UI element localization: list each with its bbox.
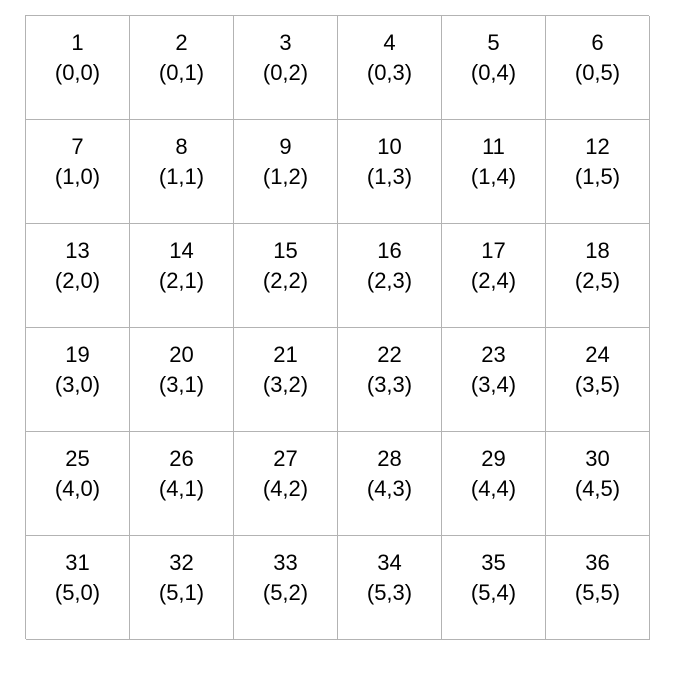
grid-cell: [130, 328, 234, 432]
cell-number: 34: [377, 550, 402, 575]
cell-coordinate: (5,3): [366, 580, 413, 605]
cell-number: 23: [481, 342, 506, 367]
grid-cell: [546, 120, 650, 224]
cell-number: 6: [591, 30, 604, 55]
grid-cell: [26, 432, 130, 536]
cell-number: 15: [273, 238, 298, 263]
numbered-grid: [25, 15, 649, 639]
cell-coordinate: (5,0): [54, 580, 101, 605]
cell-coordinate: (3,4): [470, 372, 517, 397]
cell-number: 9: [279, 134, 292, 159]
cell-number: 5: [487, 30, 500, 55]
grid-cell: [442, 328, 546, 432]
cell-coordinate: (4,3): [366, 476, 413, 501]
grid-cell: [546, 328, 650, 432]
cell-coordinate: (4,0): [54, 476, 101, 501]
cell-number: 17: [481, 238, 506, 263]
cell-number: 16: [377, 238, 402, 263]
cell-number: 21: [273, 342, 298, 367]
cell-number: 8: [175, 134, 188, 159]
grid-cell: [442, 224, 546, 328]
grid-cell: [442, 536, 546, 640]
cell-coordinate: (1,3): [366, 164, 413, 189]
cell-coordinate: (0,5): [574, 60, 621, 85]
cell-number: 30: [585, 446, 610, 471]
cell-coordinate: (4,2): [262, 476, 309, 501]
grid-cell: [234, 224, 338, 328]
cell-coordinate: (0,3): [366, 60, 413, 85]
cell-number: 28: [377, 446, 402, 471]
cell-coordinate: (4,5): [574, 476, 621, 501]
grid-cell: [234, 328, 338, 432]
grid-cell: [130, 120, 234, 224]
cell-number: 29: [481, 446, 506, 471]
cell-coordinate: (2,3): [366, 268, 413, 293]
grid-cell: [130, 432, 234, 536]
cell-number: 22: [377, 342, 402, 367]
cell-number: 35: [481, 550, 506, 575]
grid-cell: [546, 224, 650, 328]
cell-coordinate: (2,5): [574, 268, 621, 293]
grid-cell: [234, 16, 338, 120]
cell-number: 26: [169, 446, 194, 471]
cell-number: 36: [585, 550, 610, 575]
grid-cell: [338, 536, 442, 640]
cell-coordinate: (0,4): [470, 60, 517, 85]
grid-cell: [130, 16, 234, 120]
grid-cell: [442, 120, 546, 224]
cell-coordinate: (2,4): [470, 268, 517, 293]
cell-coordinate: (1,5): [574, 164, 621, 189]
grid-cell: [546, 432, 650, 536]
cell-number: 10: [377, 134, 402, 159]
grid-cell: [442, 432, 546, 536]
cell-number: 25: [65, 446, 90, 471]
cell-number: 14: [169, 238, 194, 263]
cell-number: 18: [585, 238, 610, 263]
cell-coordinate: (4,4): [470, 476, 517, 501]
grid-cell: [26, 120, 130, 224]
grid-cell: [546, 16, 650, 120]
cell-coordinate: (3,1): [158, 372, 205, 397]
grid-cell: [338, 16, 442, 120]
cell-number: 11: [482, 134, 505, 159]
cell-coordinate: (0,1): [158, 60, 205, 85]
grid-cell: [234, 432, 338, 536]
grid-cell: [338, 224, 442, 328]
cell-coordinate: (5,4): [470, 580, 517, 605]
cell-number: 2: [175, 30, 188, 55]
grid-cell: [26, 536, 130, 640]
cell-coordinate: (1,2): [262, 164, 309, 189]
cell-coordinate: (5,2): [262, 580, 309, 605]
grid-cell: [130, 224, 234, 328]
grid-cell: [338, 120, 442, 224]
cell-number: 20: [169, 342, 194, 367]
cell-coordinate: (3,0): [54, 372, 101, 397]
cell-number: 31: [65, 550, 90, 575]
cell-coordinate: (1,0): [54, 164, 101, 189]
cell-number: 27: [273, 446, 298, 471]
grid-cell: [26, 224, 130, 328]
grid-cell: [442, 16, 546, 120]
cell-number: 1: [71, 30, 84, 55]
cell-coordinate: (3,3): [366, 372, 413, 397]
cell-coordinate: (0,0): [54, 60, 101, 85]
cell-coordinate: (1,4): [470, 164, 517, 189]
cell-number: 19: [65, 342, 90, 367]
cell-coordinate: (2,2): [262, 268, 309, 293]
cell-coordinate: (1,1): [158, 164, 205, 189]
cell-number: 3: [279, 30, 292, 55]
grid-cell: [234, 536, 338, 640]
cell-coordinate: (0,2): [262, 60, 309, 85]
cell-coordinate: (3,5): [574, 372, 621, 397]
grid-cell: [338, 432, 442, 536]
grid-cell: [234, 120, 338, 224]
grid-cell: [26, 16, 130, 120]
cell-number: 33: [273, 550, 298, 575]
grid-cell: [26, 328, 130, 432]
cell-coordinate: (4,1): [158, 476, 205, 501]
cell-coordinate: (2,0): [54, 268, 101, 293]
cell-number: 24: [585, 342, 610, 367]
cell-number: 7: [71, 134, 84, 159]
cell-number: 4: [383, 30, 396, 55]
grid-cell: [130, 536, 234, 640]
cell-number: 13: [65, 238, 90, 263]
cell-coordinate: (3,2): [262, 372, 309, 397]
cell-coordinate: (2,1): [158, 268, 205, 293]
grid-cell: [338, 328, 442, 432]
cell-coordinate: (5,5): [574, 580, 621, 605]
cell-coordinate: (5,1): [158, 580, 205, 605]
grid-cell: [546, 536, 650, 640]
cell-number: 12: [585, 134, 610, 159]
cell-number: 32: [169, 550, 194, 575]
